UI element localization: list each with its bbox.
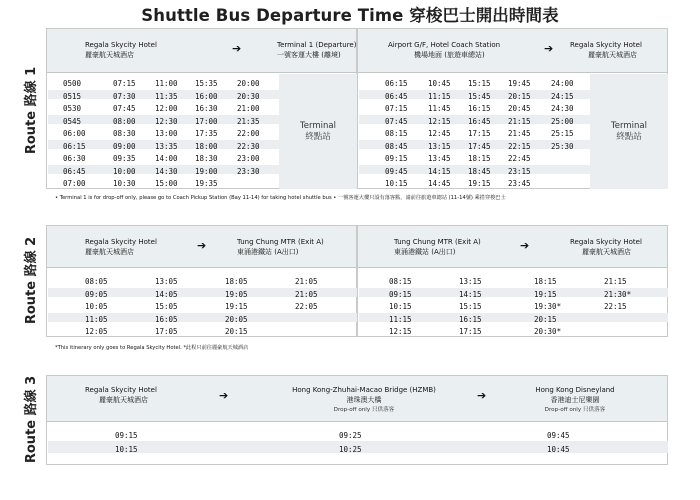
departure-time: 22:05 [295,302,318,311]
departure-time: 13:05 [155,277,178,286]
route2-right-panel [357,225,668,337]
departure-time: 11:45 [428,104,451,113]
departure-time: 11:15 [389,314,412,324]
route3-stop1: Regala Skycity Hotel 麗豪航天城酒店 [85,386,157,404]
departure-time: 09:15 [115,431,138,440]
departure-time: 15:15 [459,302,482,311]
departure-time: 20:05 [225,314,248,324]
arrow-right-icon: ➔ [477,389,487,402]
departure-time: 09:35 [113,154,136,163]
departure-time: 21:15 [508,116,531,126]
departure-time: 24:30 [551,104,574,113]
departure-time: 11:35 [155,91,178,101]
departure-time: 19:30* [534,302,562,311]
departure-time: 16:45 [468,116,491,126]
departure-time: 15:35 [195,79,218,88]
departure-time: 12:15 [428,116,451,126]
departure-time: 07:30 [113,91,136,101]
departure-time: 12:30 [155,116,178,126]
departure-time: 10:15 [385,179,408,188]
departure-time: 22:15 [508,141,531,151]
departure-time: 21:05 [295,289,318,299]
departure-time: 11:15 [428,91,451,101]
departure-time: 17:00 [195,116,218,126]
departure-time: 14:05 [155,289,178,299]
departure-time: 09:25 [339,431,362,440]
departure-time: 12:15 [389,327,412,336]
departure-time: 13:35 [155,141,178,151]
departure-time: 08:15 [385,129,408,138]
departure-time: 09:45 [547,431,570,440]
departure-time: 10:15 [115,445,138,454]
departure-time: 13:15 [459,277,482,286]
departure-time: 0500 [63,79,82,88]
departure-time: 10:30 [113,179,136,188]
departure-time: 09:05 [85,289,108,299]
departure-time: 19:15 [534,289,557,299]
departure-time: 21:00 [237,104,260,113]
departure-time: 10:45 [547,445,570,454]
departure-time: 13:15 [428,141,451,151]
route2-left-to: Tung Chung MTR (Exit A) 東涌港鐵站 (A出口) [237,238,324,256]
departure-time: 07:00 [63,179,86,188]
departure-time: 23:15 [508,166,531,176]
departure-time: 10:25 [339,445,362,454]
departure-time: 06:45 [385,91,408,101]
route3-stop2: Hong Kong-Zhuhai-Macao Bridge (HZMB) 港珠澳大橋 Drop-off only 只供落客 [292,386,436,413]
departure-time: 06:00 [63,129,86,138]
departure-time: 06:15 [63,141,86,151]
departure-time: 25:30 [551,141,574,151]
departure-time: 20:15 [534,314,557,324]
departure-time: 20:15 [225,327,248,336]
departure-time: 06:15 [385,79,408,88]
departure-time: 08:15 [389,277,412,286]
departure-time: 15:45 [468,91,491,101]
departure-time: 22:15 [604,302,627,311]
departure-time: 21:15 [604,277,627,286]
departure-time: 16:15 [468,104,491,113]
departure-time: 08:00 [113,116,136,126]
departure-time: 23:00 [237,154,260,163]
departure-time: 08:05 [85,277,108,286]
departure-time: 24:15 [551,91,574,101]
departure-time: 16:05 [155,314,178,324]
departure-time: 11:00 [155,79,178,88]
departure-time: 06:30 [63,154,86,163]
departure-time: 10:15 [389,302,412,311]
departure-time: 07:45 [113,104,136,113]
departure-time: 23:30 [237,166,260,176]
departure-time: 19:15 [468,179,491,188]
departure-time: 18:05 [225,277,248,286]
route2-left-panel [46,225,357,337]
departure-time: 15:15 [468,79,491,88]
arrow-right-icon: ➔ [232,42,242,55]
departure-time: 18:15 [468,154,491,163]
departure-time: 17:15 [468,129,491,138]
route3-panel [46,375,668,465]
departure-time: 22:00 [237,129,260,138]
departure-time: 13:00 [155,129,178,138]
departure-time: 20:00 [237,79,260,88]
departure-time: 22:30 [237,141,260,151]
departure-time: 10:05 [85,302,108,311]
departure-time: 0515 [63,91,82,101]
departure-time: 25:00 [551,116,574,126]
departure-time: 09:45 [385,166,408,176]
departure-time: 16:15 [459,314,482,324]
departure-time: 24:00 [551,79,574,88]
departure-time: 18:45 [468,166,491,176]
departure-time: 0530 [63,104,82,113]
departure-time: 12:00 [155,104,178,113]
departure-time: 19:35 [195,179,218,188]
departure-time: 07:45 [385,116,408,126]
departure-time: 19:05 [225,289,248,299]
departure-time: 16:00 [195,91,218,101]
departure-time: 20:45 [508,104,531,113]
departure-time: 21:35 [237,116,260,126]
page-title: Shuttle Bus Departure Time 穿梭巴士開出時間表 [141,6,559,25]
departure-time: 0545 [63,116,82,126]
departure-time: 11:05 [85,314,108,324]
departure-time: 19:00 [195,166,218,176]
route1-right-terminal: Terminal 終點站 [590,74,668,189]
route2-right-from: Tung Chung MTR (Exit A) 東涌港鐵站 (A出口) [394,238,481,256]
arrow-right-icon: ➔ [520,239,530,252]
route2-left-from: Regala Skycity Hotel 麗豪航天城酒店 [85,238,157,256]
departure-time: 14:15 [428,166,451,176]
departure-time: 17:45 [468,141,491,151]
route2-right-to: Regala Skycity Hotel 麗豪航天城酒店 [570,238,642,256]
departure-time: 09:00 [113,141,136,151]
departure-time: 14:45 [428,179,451,188]
departure-time: 08:45 [385,141,408,151]
arrow-right-icon: ➔ [544,42,554,55]
departure-time: 07:15 [113,79,136,88]
route1-right-from: Airport G/F, Hotel Coach Station 機場地面 (旅遊車總站) [388,41,501,59]
departure-time: 21:30* [604,289,632,299]
arrow-right-icon: ➔ [219,389,229,402]
departure-time: 22:45 [508,154,531,163]
route1-note: • Terminal 1 is for drop-off only, please go to Coach Pickup Station (Bay 11-14) for taking hotel shuttle bus • 一號客運大樓只設有落客點，請前往旅遊車總站 (11-14號) 乘搭穿梭巴士 [55,195,506,201]
departure-time: 17:35 [195,129,218,138]
route2-note: *This itinerary only goes to Regala Skycity Hotel. *此程只前往麗豪航天城酒店 [55,345,249,351]
departure-time: 21:45 [508,129,531,138]
departure-time: 17:15 [459,327,482,336]
departure-time: 14:00 [155,154,178,163]
departure-time: 17:05 [155,327,178,336]
departure-time: 06:45 [63,166,86,176]
route1-right-to: Regala Skycity Hotel 麗豪航天城酒店 [570,41,642,59]
departure-time: 12:05 [85,327,108,336]
departure-time: 18:00 [195,141,218,151]
departure-time: 14:30 [155,166,178,176]
departure-time: 18:30 [195,154,218,163]
departure-time: 09:15 [389,289,412,299]
departure-time: 20:30 [237,91,260,101]
departure-time: 25:15 [551,129,574,138]
route1-left-from: Regala Skycity Hotel 麗豪航天城酒店 [85,41,157,59]
departure-time: 23:45 [508,179,531,188]
route1-left-to: Terminal 1 (Departure) 一號客運大樓 (離境) [277,41,357,59]
departure-time: 10:45 [428,79,451,88]
departure-time: 20:30* [534,327,562,336]
route3-label: Route 路線 3 [24,375,40,463]
departure-time: 19:15 [225,302,248,311]
route2-label: Route 路線 2 [24,236,40,324]
departure-time: 15:00 [155,179,178,188]
route1-left-terminal: Terminal 終點站 [279,74,357,189]
departure-time: 18:15 [534,277,557,286]
route1-right-panel [357,28,668,189]
arrow-right-icon: ➔ [197,239,207,252]
departure-time: 07:15 [385,104,408,113]
departure-time: 14:15 [459,289,482,299]
departure-time: 20:15 [508,91,531,101]
departure-time: 09:15 [385,154,408,163]
departure-time: 16:30 [195,104,218,113]
departure-time: 10:00 [113,166,136,176]
route1-left-panel [46,28,357,189]
route3-stop3: Hong Kong Disneyland 香港迪士尼樂園 Drop-off only 只供落客 [535,386,615,413]
departure-time: 19:45 [508,79,531,88]
departure-time: 08:30 [113,129,136,138]
departure-time: 21:05 [295,277,318,286]
route1-label: Route 路線 1 [24,66,40,155]
departure-time: 13:45 [428,154,451,163]
departure-time: 12:45 [428,129,451,138]
departure-time: 15:05 [155,302,178,311]
